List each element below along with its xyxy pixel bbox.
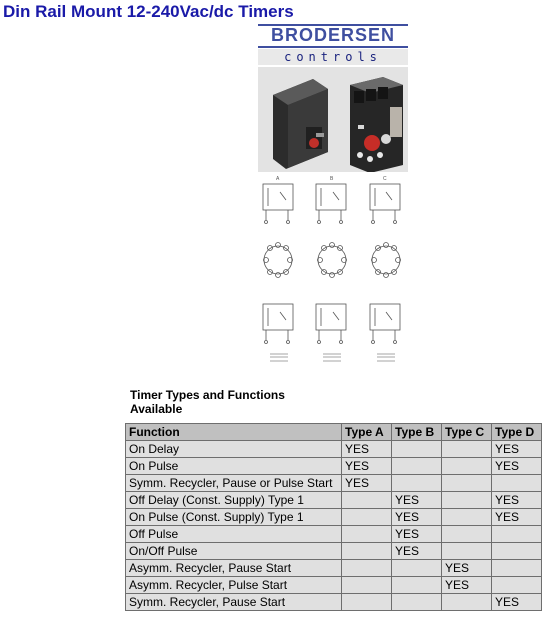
type-d-cell	[492, 475, 542, 492]
type-a-cell: YES	[342, 441, 392, 458]
type-c-cell	[442, 458, 492, 475]
type-a-cell: YES	[342, 475, 392, 492]
type-c-cell: YES	[442, 560, 492, 577]
type-d-cell: YES	[492, 492, 542, 509]
type-a-cell	[342, 509, 392, 526]
type-c-cell	[442, 526, 492, 543]
type-b-cell	[392, 475, 442, 492]
timer-product-photo	[258, 67, 408, 172]
table-row	[126, 441, 542, 458]
table-row	[126, 509, 542, 526]
type-d-cell	[492, 526, 542, 543]
column-header: Type C	[442, 424, 492, 441]
type-c-cell	[442, 441, 492, 458]
function-cell: Off Delay (Const. Supply) Type 1	[126, 492, 342, 509]
function-cell: Off Pulse	[126, 526, 342, 543]
heading-line-2: Available	[130, 402, 183, 416]
type-c-cell	[442, 594, 492, 611]
svg-text:C: C	[383, 176, 387, 182]
controls-text: controls	[284, 50, 382, 64]
type-b-cell: YES	[392, 526, 442, 543]
type-a-cell	[342, 492, 392, 509]
type-a-cell	[342, 577, 392, 594]
type-b-cell	[392, 560, 442, 577]
type-b-cell	[392, 458, 442, 475]
type-c-cell	[442, 475, 492, 492]
table-row	[126, 543, 542, 560]
function-cell: Asymm. Recycler, Pause Start	[126, 560, 342, 577]
type-d-cell: YES	[492, 594, 542, 611]
column-header: Type D	[492, 424, 542, 441]
type-c-cell	[442, 543, 492, 560]
svg-text:B: B	[330, 176, 334, 182]
type-b-cell	[392, 594, 442, 611]
type-a-cell	[342, 594, 392, 611]
type-c-cell: YES	[442, 577, 492, 594]
table-row	[126, 560, 542, 577]
table-row	[126, 526, 542, 543]
type-b-cell: YES	[392, 509, 442, 526]
table-row	[126, 577, 542, 594]
function-cell: On Pulse	[126, 458, 342, 475]
timer-table-heading	[130, 388, 330, 416]
function-cell: On/Off Pulse	[126, 543, 342, 560]
function-cell: On Delay	[126, 441, 342, 458]
type-b-cell: YES	[392, 543, 442, 560]
column-header: Type B	[392, 424, 442, 441]
type-b-cell	[392, 577, 442, 594]
heading-line-1: Timer Types and Functions	[130, 388, 285, 402]
table-row	[126, 475, 542, 492]
type-d-cell	[492, 543, 542, 560]
type-a-cell: YES	[342, 458, 392, 475]
table-row	[126, 594, 542, 611]
type-c-cell	[442, 492, 492, 509]
type-d-cell: YES	[492, 509, 542, 526]
function-cell: Symm. Recycler, Pause Start	[126, 594, 342, 611]
function-cell: Symm. Recycler, Pause or Pulse Start	[126, 475, 342, 492]
type-d-cell	[492, 577, 542, 594]
page-title: Din Rail Mount 12-240Vac/dc Timers	[3, 2, 294, 21]
type-d-cell: YES	[492, 441, 542, 458]
column-header: Function	[126, 424, 342, 441]
type-a-cell	[342, 526, 392, 543]
type-b-cell	[392, 441, 442, 458]
product-catalog-image	[258, 24, 408, 377]
column-header: Type A	[342, 424, 392, 441]
type-d-cell: YES	[492, 458, 542, 475]
type-c-cell	[442, 509, 492, 526]
table-header-row	[126, 424, 542, 441]
logo-text: BRODERSEN	[270, 25, 395, 45]
type-d-cell	[492, 560, 542, 577]
svg-text:A: A	[276, 176, 280, 182]
timer-functions-table	[125, 423, 542, 611]
controls-banner	[258, 49, 408, 65]
brodersen-logo	[258, 24, 408, 48]
type-b-cell: YES	[392, 492, 442, 509]
type-a-cell	[342, 543, 392, 560]
function-cell: Asymm. Recycler, Pulse Start	[126, 577, 342, 594]
type-a-cell	[342, 560, 392, 577]
wiring-diagrams	[258, 174, 408, 377]
function-cell: On Pulse (Const. Supply) Type 1	[126, 509, 342, 526]
table-row	[126, 458, 542, 475]
table-row	[126, 492, 542, 509]
